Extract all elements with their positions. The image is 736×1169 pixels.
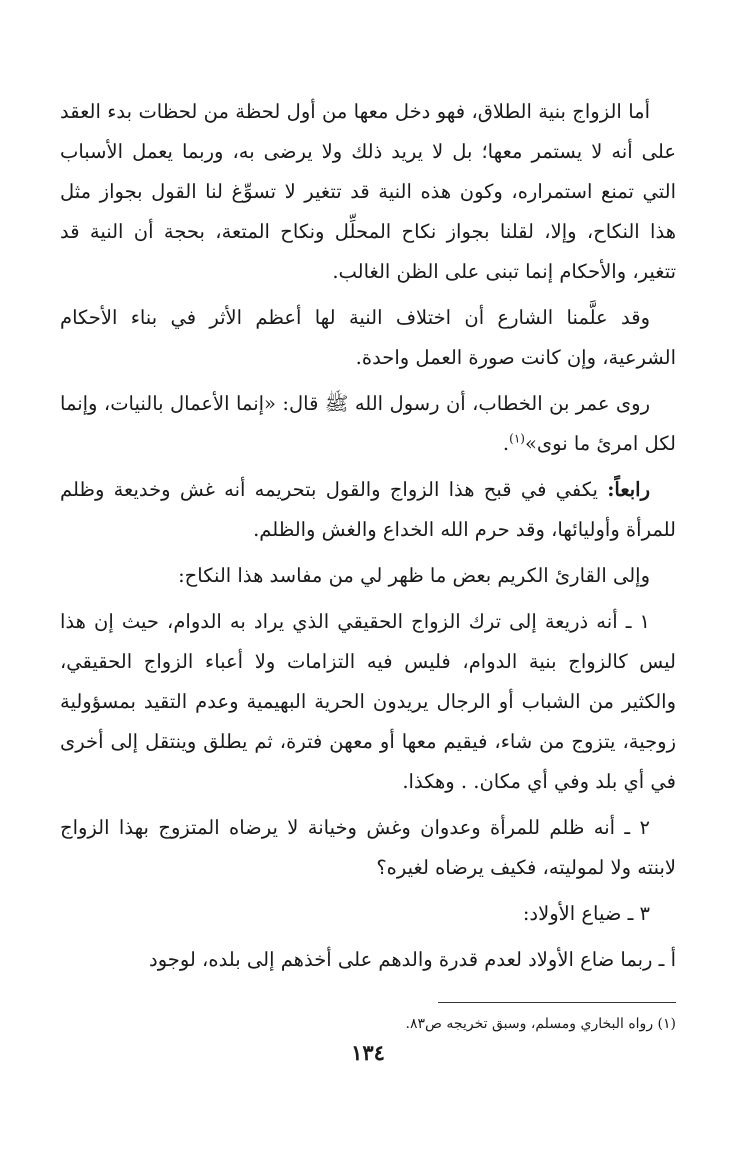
paragraph-harms-intro: وإلى القارئ الكريم بعض ما ظهر لي من مفاسد هذا النكاح: bbox=[178, 564, 650, 587]
paragraph-intention-rulings: وقد علَّمنا الشارع أن اختلاف النية لها أعظم الأثر في بناء الأحكام الشرعية، وإن كانت صورة العمل واحدة. bbox=[60, 306, 676, 369]
fourth-lead: رابعاً: bbox=[607, 478, 650, 501]
paragraph-harm-1: ١ ـ أنه ذريعة إلى ترك الزواج الحقيقي الذي يراد به الدوام، حيث إن هذا ليس كالزواج بنية الدوام، فليس فيه التزامات ولا أعباء الزواج الحقيقي، والكثير من الشباب أو الرجال يريدون الحرية البهيمية وعدم التقيد بمسؤولية زوجية، يتزوج من شاء، فيقيم معها أو معهن فترة، ثم يطلق وينتقل إلى أخرى في أي بلد وفي أي مكان. . وهكذا. bbox=[60, 610, 676, 793]
paragraph-harm-3: ٣ ـ ضياع الأولاد: bbox=[522, 902, 650, 925]
footnote-divider bbox=[438, 1002, 676, 1003]
body-text bbox=[60, 92, 676, 980]
paragraph-intent-divorce: أما الزواج بنية الطلاق، فهو دخل معها من أول لحظة من لحظات بدء العقد على أنه لا يستمر معها؛ بل لا يريد ذلك ولا يرضى به، وربما يعمل الأسباب التي تمنع استمراره، وكون هذه النية قد تتغير لا تسوِّغ لنا القول بجواز مثل هذا النكاح، وإلا، لقلنا بجواز نكاح المحلِّل ونكاح المتعة، بحجة أن النية قد تتغير، والأحكام إنما تبنى على الظن الغالب. bbox=[60, 100, 676, 283]
footnote-marker: (١) bbox=[509, 431, 525, 446]
page-number: ١٣٤ bbox=[351, 1040, 385, 1065]
paragraph-harm-3a: أ ـ ربما ضاع الأولاد لعدم قدرة والدهم على أخذهم إلى بلده، لوجود bbox=[149, 948, 676, 971]
paragraph-harm-2: ٢ ـ أنه ظلم للمرأة وعدوان وغش وخيانة لا يرضاه المتزوج بهذا الزواج لابنته ولا لموليته، فكيف يرضاه لغيره؟ bbox=[60, 816, 676, 879]
paragraph-hadith: روى عمر بن الخطاب، أن رسول الله ﷺ قال: «إنما الأعمال بالنيات، وإنما لكل امرئ ما نوى»$^{(١)}$. bbox=[60, 392, 676, 455]
paragraph-fourth: رابعاً: يكفي في قبح هذا الزواج والقول بتحريمه أنه غش وخديعة وظلم للمرأة وأوليائها، وقد حرم الله الخداع والغش والظلم. bbox=[60, 478, 676, 541]
footnote: (١) رواه البخاري ومسلم، وسبق تخريجه ص٨٣. bbox=[405, 1016, 676, 1032]
